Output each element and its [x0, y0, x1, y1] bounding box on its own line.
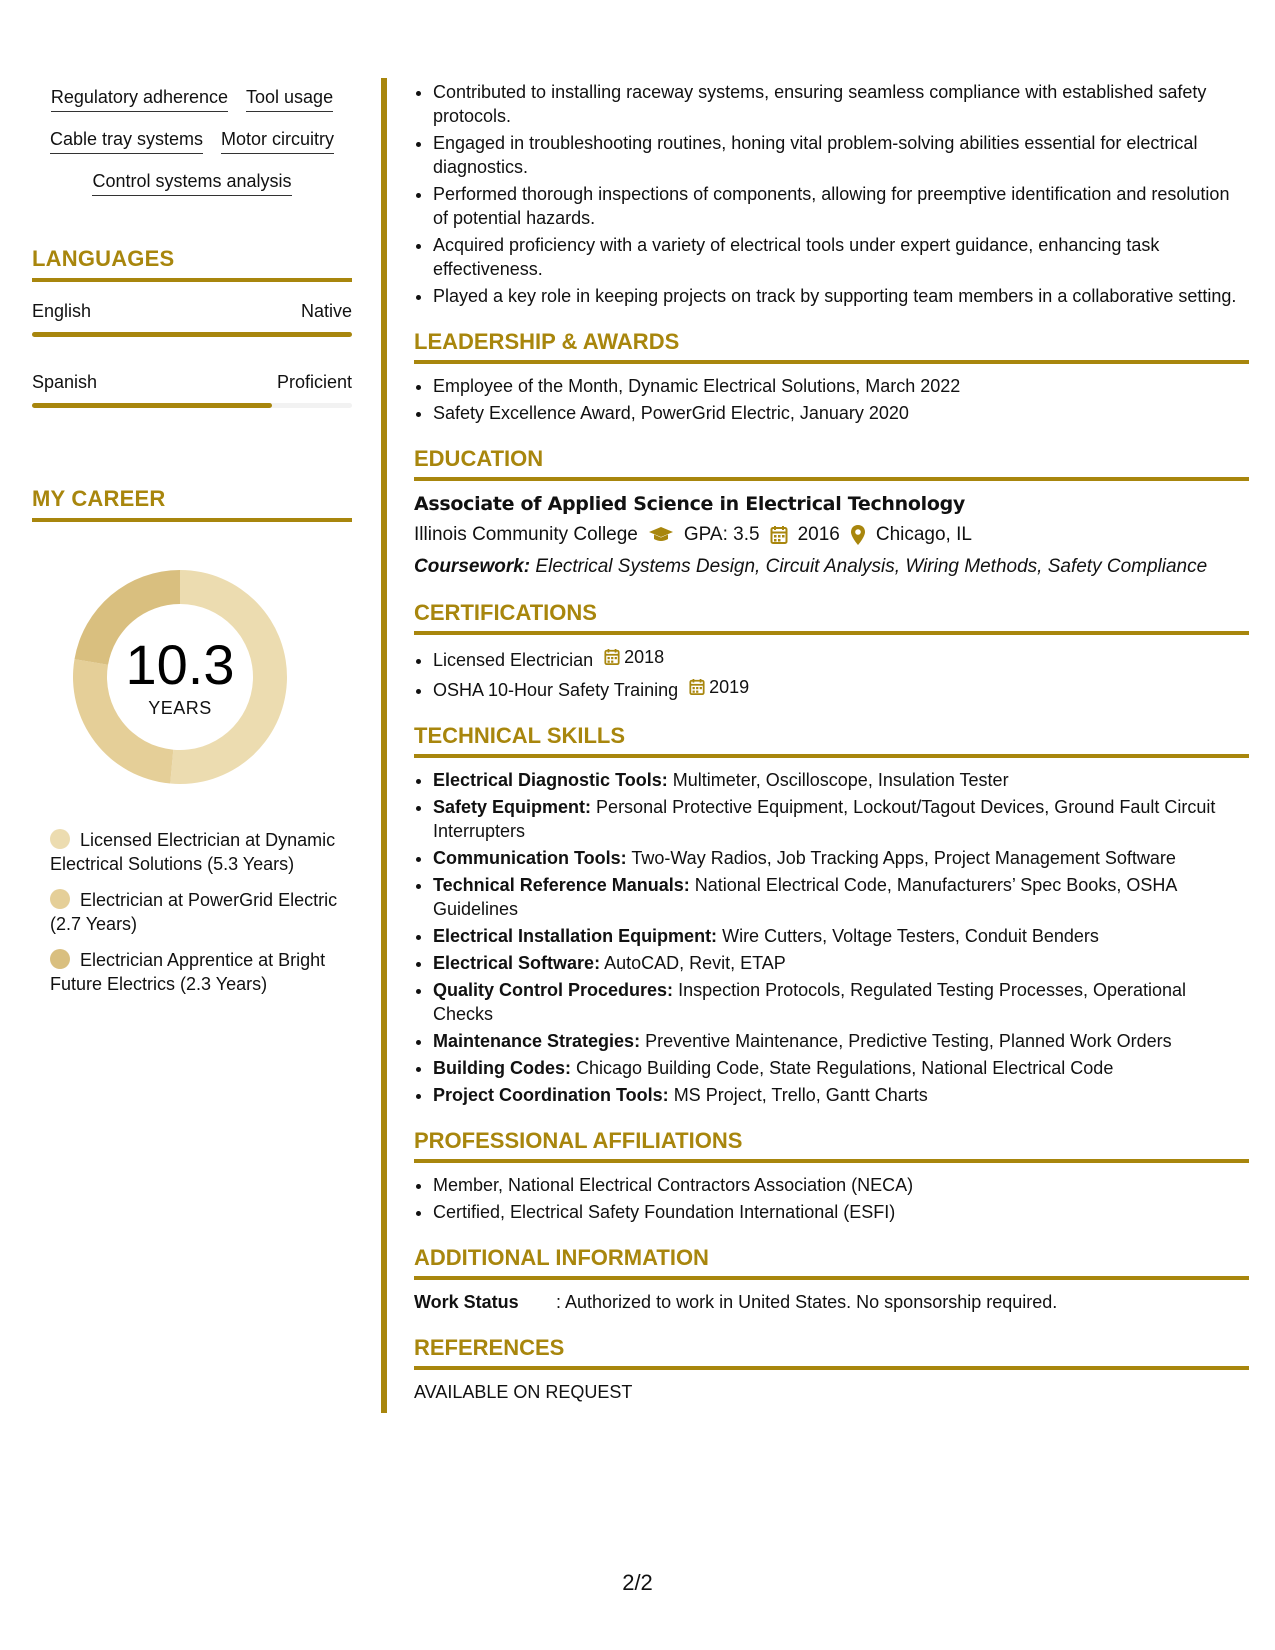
certification-item	[433, 645, 1249, 672]
language-item	[32, 300, 352, 337]
calendar-icon	[689, 678, 705, 696]
legend-dot-icon	[50, 889, 70, 909]
award-item: • Employee of the Month, Dynamic Electrical Solutions, March 2022	[433, 374, 1249, 398]
experience-bullet: • Played a key role in keeping projects on track by supporting team members in a collaborative setting.	[433, 284, 1249, 308]
graduation-year: 2016	[797, 524, 840, 545]
skill-label: Maintenance Strategies:	[433, 1031, 641, 1051]
skill-label: Building Codes:	[433, 1058, 571, 1078]
career-donut-segment	[75, 570, 180, 665]
skill-value: AutoCAD, Revit, ETAP	[604, 953, 786, 973]
skill-item	[433, 1083, 1249, 1107]
affiliations-section	[414, 1127, 1249, 1224]
career-donut-segment	[170, 570, 287, 784]
work-status-label: Work Status	[414, 1292, 519, 1312]
skill-value: MS Project, Trello, Gantt Charts	[673, 1085, 928, 1105]
experience-bullet: • Engaged in troubleshooting routines, honing vital problem-solving abilities essential for electrical diagnostics.	[433, 131, 1249, 179]
education-section	[414, 445, 1249, 579]
right-column	[414, 80, 1249, 1404]
additional-info-section	[414, 1244, 1249, 1314]
column-divider	[381, 78, 387, 1413]
language-level: Native	[300, 301, 352, 321]
skill-label: Technical Reference Manuals:	[433, 875, 690, 895]
work-status-value: : Authorized to work in United States. No sponsorship required.	[556, 1292, 1058, 1312]
languages-heading: LANGUAGES	[32, 246, 352, 282]
skill-tag: Control systems analysis	[92, 170, 291, 196]
career-donut-chart	[65, 562, 295, 792]
experience-bullet: • Acquired proficiency with a variety of electrical tools under expert guidance, enhancing task effectiveness.	[433, 233, 1249, 281]
school-location: Chicago, IL	[875, 524, 972, 545]
experience-bullets	[414, 80, 1249, 308]
skill-value: Two-Way Radios, Job Tracking Apps, Project Management Software	[631, 848, 1176, 868]
career-legend-label: Electrician Apprentice at Bright Future Electrics (2.3 Years)	[50, 950, 326, 994]
references-heading: REFERENCES	[414, 1334, 1249, 1370]
language-bar	[32, 403, 352, 408]
skill-value: Multimeter, Oscilloscope, Insulation Tester	[672, 770, 1009, 790]
affiliations-heading: PROFESSIONAL AFFILIATIONS	[414, 1127, 1249, 1163]
calendar-icon	[770, 525, 788, 545]
languages-section	[32, 246, 352, 408]
skill-item	[433, 1029, 1249, 1053]
language-bar	[32, 332, 352, 337]
affiliation-item: • Certified, Electrical Safety Foundation International (ESFI)	[433, 1200, 1249, 1224]
career-donut	[65, 562, 295, 792]
language-bar-fill	[32, 403, 272, 408]
references-text: AVAILABLE ON REQUEST	[414, 1382, 633, 1402]
school-name: Illinois Community College	[414, 524, 638, 545]
language-item	[32, 371, 352, 408]
certification-year: 2019	[709, 677, 750, 697]
experience-bullet: • Performed thorough inspections of components, allowing for preemptive identification and resolution of potential hazards.	[433, 182, 1249, 230]
language-name: Spanish	[32, 372, 98, 392]
career-legend-item	[50, 888, 340, 936]
skill-value: Wire Cutters, Voltage Testers, Conduit Benders	[722, 926, 1099, 946]
skill-value: Chicago Building Code, State Regulations, National Electrical Code	[576, 1058, 1114, 1078]
skill-item	[433, 978, 1249, 1026]
award-item: • Safety Excellence Award, PowerGrid Electric, January 2020	[433, 401, 1249, 425]
language-name: English	[32, 301, 92, 321]
technical-skills-heading: TECHNICAL SKILLS	[414, 722, 1249, 758]
career-section	[32, 486, 352, 996]
skill-label: Electrical Software:	[433, 953, 601, 973]
skill-tag: Motor circuitry	[221, 128, 334, 154]
career-donut-segment	[73, 659, 173, 783]
skill-item	[433, 951, 1249, 975]
left-column	[32, 80, 352, 1008]
certifications-section	[414, 599, 1249, 702]
career-total: 10.3	[125, 632, 235, 696]
skill-item	[433, 795, 1249, 843]
certification-item	[433, 675, 1249, 702]
location-pin-icon	[850, 524, 866, 546]
career-unit: YEARS	[148, 697, 212, 718]
certification-name: Licensed Electrician	[433, 650, 594, 670]
coursework-label: Coursework:	[414, 556, 531, 577]
career-legend-label: Electrician at PowerGrid Electric (2.7 Years)	[50, 890, 338, 934]
work-status-row	[414, 1290, 1249, 1314]
legend-dot-icon	[50, 949, 70, 969]
page-number: 2/2	[622, 1570, 653, 1595]
skill-label: Safety Equipment:	[433, 797, 592, 817]
language-level: Proficient	[276, 372, 352, 392]
additional-info-heading: ADDITIONAL INFORMATION	[414, 1244, 1249, 1280]
skill-label: Communication Tools:	[433, 848, 627, 868]
certification-name: OSHA 10-Hour Safety Training	[433, 680, 679, 700]
skill-item	[433, 1056, 1249, 1080]
skill-tags	[32, 80, 352, 196]
skill-value: Preventive Maintenance, Predictive Testing, Planned Work Orders	[645, 1031, 1172, 1051]
leadership-section	[414, 328, 1249, 425]
skill-tag: Cable tray systems	[50, 128, 203, 154]
skill-label: Electrical Installation Equipment:	[433, 926, 718, 946]
coursework	[414, 555, 1249, 579]
coursework-list: Electrical Systems Design, Circuit Analysis, Wiring Methods, Safety Compliance	[535, 556, 1208, 577]
affiliation-item: • Member, National Electrical Contractors Association (NECA)	[433, 1173, 1249, 1197]
gpa: GPA: 3.5	[683, 524, 760, 545]
skill-value: National Electrical Code, Manufacturers’ Spec Books, OSHA Guidelines	[433, 875, 1177, 919]
career-legend-item	[50, 828, 340, 876]
graduation-cap-icon	[648, 526, 674, 544]
skill-value: Personal Protective Equipment, Lockout/Tagout Devices, Ground Fault Circuit Interrupters	[433, 797, 1216, 841]
experience-bullet: • Contributed to installing raceway systems, ensuring seamless compliance with established safety protocols.	[433, 80, 1249, 128]
skill-tag: Regulatory adherence	[51, 86, 228, 112]
certification-year: 2018	[624, 647, 665, 667]
certifications-heading: CERTIFICATIONS	[414, 599, 1249, 635]
degree-title: Associate of Applied Science in Electrical Technology	[414, 493, 965, 515]
skill-label: Quality Control Procedures:	[433, 980, 674, 1000]
skill-item	[433, 846, 1249, 870]
education-heading: EDUCATION	[414, 445, 1249, 481]
language-bar-fill	[32, 332, 352, 337]
skill-label: Project Coordination Tools:	[433, 1085, 669, 1105]
skill-item	[433, 768, 1249, 792]
leadership-heading: LEADERSHIP & AWARDS	[414, 328, 1249, 364]
skill-item	[433, 924, 1249, 948]
technical-skills-section	[414, 722, 1249, 1107]
education-details	[414, 521, 1249, 549]
legend-dot-icon	[50, 829, 70, 849]
references-section	[414, 1334, 1249, 1404]
career-legend	[32, 828, 340, 996]
skill-tag: Tool usage	[246, 86, 333, 112]
skill-value: Inspection Protocols, Regulated Testing Processes, Operational Checks	[433, 980, 1187, 1024]
career-legend-item	[50, 948, 340, 996]
skill-label: Electrical Diagnostic Tools:	[433, 770, 668, 790]
skill-item	[433, 873, 1249, 921]
career-legend-label: Licensed Electrician at Dynamic Electrical Solutions (5.3 Years)	[50, 830, 336, 874]
calendar-icon	[604, 648, 620, 666]
career-heading: MY CAREER	[32, 486, 352, 522]
